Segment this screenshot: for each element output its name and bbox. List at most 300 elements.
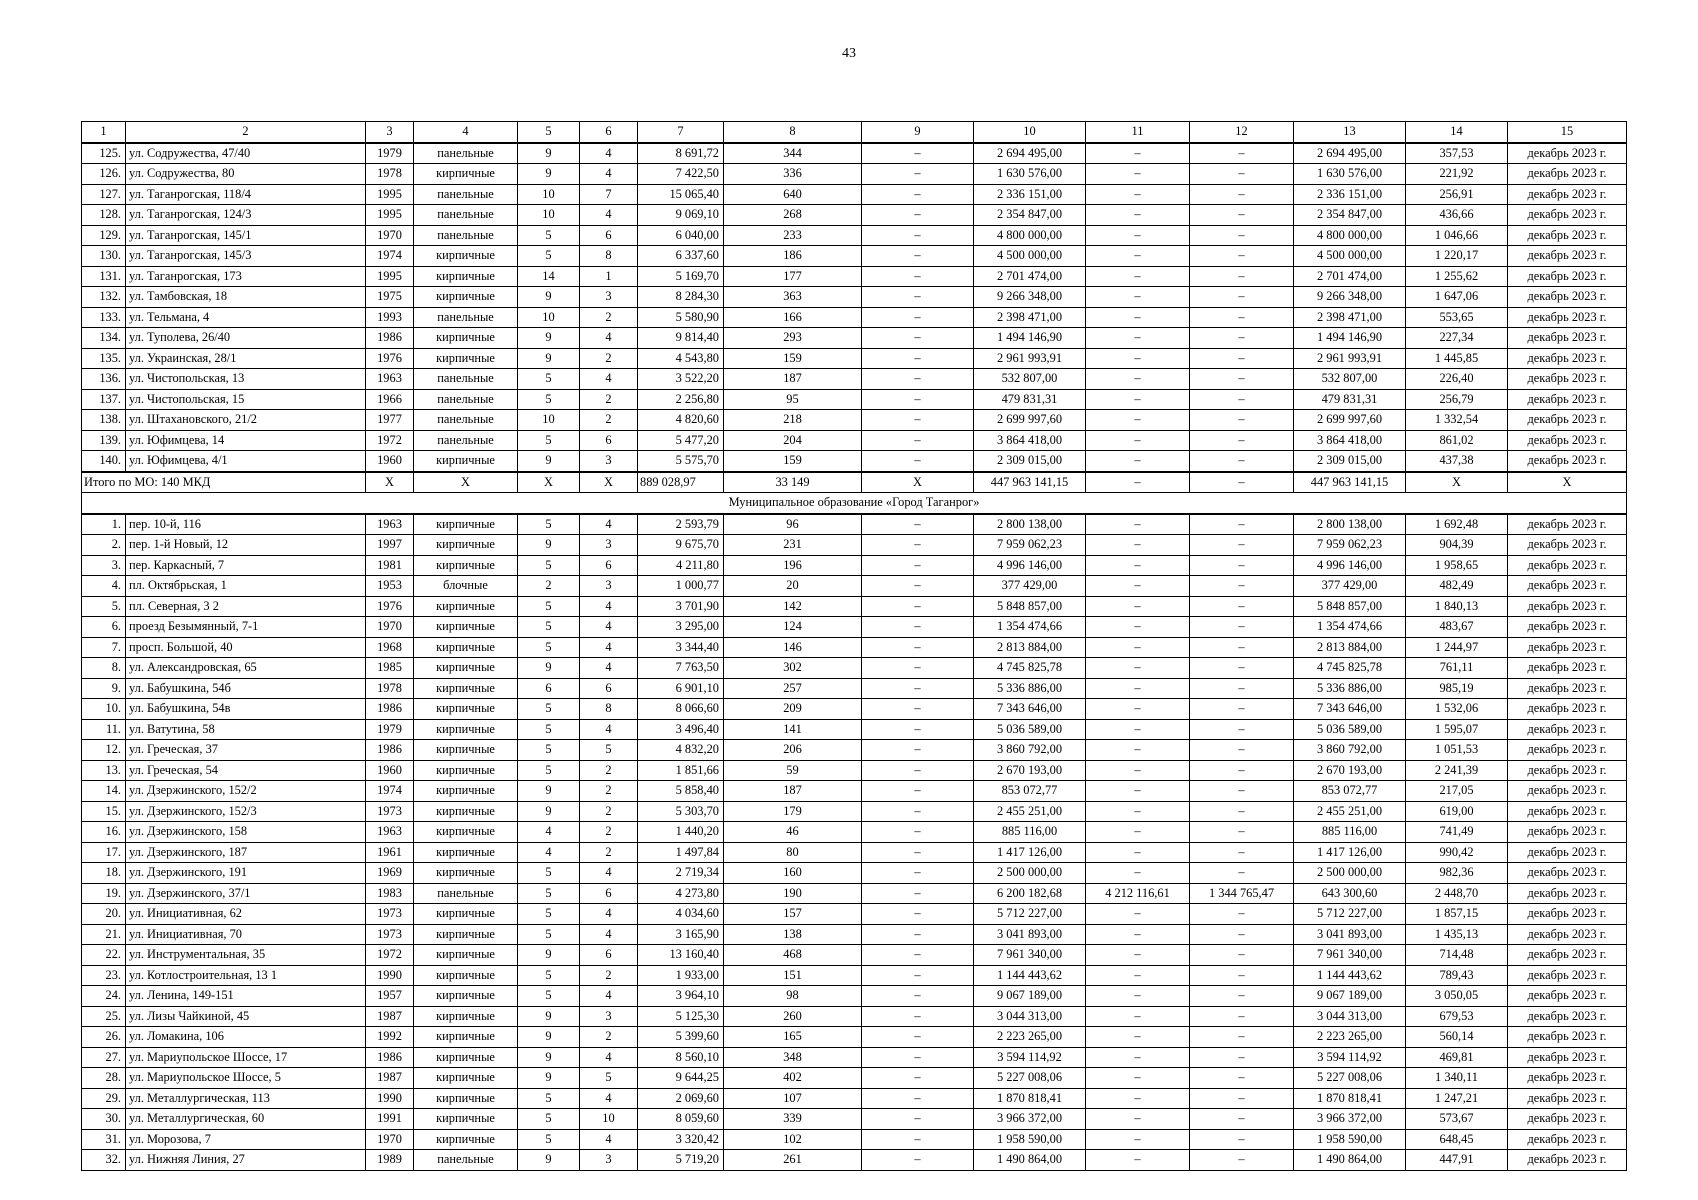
table-cell: – [1086,266,1190,287]
table-cell: 20 [724,576,862,597]
table-cell: 2 256,80 [638,389,724,410]
table-cell: – [862,924,974,945]
table-cell: – [862,842,974,863]
table-cell: 14. [82,781,126,802]
table-cell: 761,11 [1406,658,1508,679]
table-cell: 127. [82,184,126,205]
table-cell: 8 691,72 [638,143,724,164]
table-cell: – [1190,266,1294,287]
table-cell: 648,45 [1406,1129,1508,1150]
table-cell: 479 831,31 [974,389,1086,410]
table-cell: 5 303,70 [638,801,724,822]
table-cell: 5 227 008,06 [1294,1068,1406,1089]
table-cell: 9 [518,1006,580,1027]
table-cell: – [862,637,974,658]
table-cell: 2 354 847,00 [974,205,1086,226]
table-cell: 209 [724,699,862,720]
table-cell: – [1086,535,1190,556]
table-cell: 1 144 443,62 [974,965,1086,986]
table-cell: 4 800 000,00 [1294,225,1406,246]
table-cell: кирпичные [414,617,518,638]
table-cell: 5 848 857,00 [974,596,1086,617]
table-row [82,1109,1627,1130]
table-cell: 13. [82,760,126,781]
total-cell: 447 963 141,15 [1294,472,1406,493]
table-cell: – [1086,699,1190,720]
table-cell: 9 [518,451,580,472]
table-cell: 24. [82,986,126,1007]
table-cell: 5 036 589,00 [1294,719,1406,740]
table-row [82,760,1627,781]
table-cell: 7 959 062,23 [974,535,1086,556]
table-cell: декабрь 2023 г. [1508,348,1627,369]
table-cell: – [1190,143,1294,164]
table-cell: 21. [82,924,126,945]
table-cell: – [862,1088,974,1109]
table-cell: 139. [82,430,126,451]
table-cell: 1 332,54 [1406,410,1508,431]
table-cell: 5 169,70 [638,266,724,287]
table-cell: 9 [518,1068,580,1089]
table-cell: 4 211,80 [638,555,724,576]
table-cell: 3 860 792,00 [974,740,1086,761]
table-cell: 10 [518,184,580,205]
table-cell: – [862,369,974,390]
table-cell: панельные [414,205,518,226]
table-cell: пл. Октябрьская, 1 [126,576,366,597]
table-cell: 1983 [366,883,414,904]
table-cell: панельные [414,184,518,205]
table-row [82,328,1627,349]
table-cell: кирпичные [414,699,518,720]
table-cell: – [1086,637,1190,658]
table-cell: – [862,246,974,267]
table-cell: 573,67 [1406,1109,1508,1130]
table-cell: – [1190,555,1294,576]
table-row [82,842,1627,863]
table-cell: – [862,945,974,966]
table-cell: 4 212 116,61 [1086,883,1190,904]
table-cell: кирпичные [414,863,518,884]
table-cell: – [1086,389,1190,410]
table-cell: 4 [580,863,638,884]
table-cell: декабрь 2023 г. [1508,266,1627,287]
table-cell: ул. Тельмана, 4 [126,307,366,328]
table-cell: 4 832,20 [638,740,724,761]
table-row [82,451,1627,472]
table-cell: 302 [724,658,862,679]
table-cell: 1. [82,514,126,535]
table-cell: кирпичные [414,719,518,740]
table-cell: кирпичные [414,904,518,925]
table-cell: декабрь 2023 г. [1508,1068,1627,1089]
table-row [82,1088,1627,1109]
table-cell: 5 858,40 [638,781,724,802]
table-cell: – [1086,225,1190,246]
table-cell: кирпичные [414,451,518,472]
table-cell: 9 675,70 [638,535,724,556]
table-cell: – [1190,699,1294,720]
table-cell: 138. [82,410,126,431]
table-cell: 256,79 [1406,389,1508,410]
table-row [82,555,1627,576]
table-cell: 16. [82,822,126,843]
table-cell: – [1086,596,1190,617]
table-cell: кирпичные [414,842,518,863]
table-cell: – [862,740,974,761]
table-cell: – [1190,1109,1294,1130]
table-cell: 10 [518,410,580,431]
table-cell: 4 [580,369,638,390]
table-cell: – [1190,822,1294,843]
table-cell: ул. Чистопольская, 13 [126,369,366,390]
table-cell: кирпичные [414,781,518,802]
table-cell: – [1190,637,1294,658]
table-cell: – [862,143,974,164]
table-cell: ул. Морозова, 7 [126,1129,366,1150]
table-cell: декабрь 2023 г. [1508,924,1627,945]
table-cell: ул. Мариупольское Шоссе, 17 [126,1047,366,1068]
table-cell: 1 445,85 [1406,348,1508,369]
table-cell: 3 966 372,00 [974,1109,1086,1130]
table-cell: 7 422,50 [638,164,724,185]
table-cell: – [1190,205,1294,226]
table-cell: 4 820,60 [638,410,724,431]
table-cell: – [1190,904,1294,925]
table-cell: – [1190,1088,1294,1109]
table-cell: 5 336 886,00 [1294,678,1406,699]
table-cell: 1 144 443,62 [1294,965,1406,986]
table-cell: 80 [724,842,862,863]
table-cell: 2 455 251,00 [1294,801,1406,822]
table-cell: 2 [580,389,638,410]
table-cell: 9 [518,328,580,349]
table-cell: 5 [580,740,638,761]
table-row [82,863,1627,884]
table-cell: 1 046,66 [1406,225,1508,246]
table-row [82,205,1627,226]
table-cell: – [1190,225,1294,246]
table-cell: 8 284,30 [638,287,724,308]
table-cell: кирпичные [414,1068,518,1089]
table-cell: – [862,184,974,205]
table-cell: 3 320,42 [638,1129,724,1150]
table-cell: кирпичные [414,514,518,535]
total-cell: 889 028,97 [638,472,724,493]
table-cell: 4 [580,514,638,535]
table-cell: 26. [82,1027,126,1048]
table-cell: 1 630 576,00 [974,164,1086,185]
table-cell: 4 [580,658,638,679]
table-cell: 142 [724,596,862,617]
column-number: 13 [1294,122,1406,143]
table-cell: – [1190,164,1294,185]
table-cell: 1972 [366,430,414,451]
table-cell: 1997 [366,535,414,556]
table-cell: ул. Таганрогская, 173 [126,266,366,287]
table-cell: 5 336 886,00 [974,678,1086,699]
table-cell: ул. Ватутина, 58 [126,719,366,740]
table-cell: кирпичные [414,801,518,822]
table-cell: 28. [82,1068,126,1089]
table-cell: 2 701 474,00 [1294,266,1406,287]
table-cell: 9 266 348,00 [1294,287,1406,308]
table-cell: декабрь 2023 г. [1508,986,1627,1007]
table-cell: 7 961 340,00 [974,945,1086,966]
table-cell: 5 [518,617,580,638]
table-cell: 19. [82,883,126,904]
table-cell: ул. Ломакина, 106 [126,1027,366,1048]
table-cell: 2 398 471,00 [974,307,1086,328]
table-cell: 1 630 576,00 [1294,164,1406,185]
table-cell: – [862,164,974,185]
table-cell: 2 309 015,00 [974,451,1086,472]
table-cell: декабрь 2023 г. [1508,576,1627,597]
table-cell: 133. [82,307,126,328]
table-cell: 5 580,90 [638,307,724,328]
table-cell: 8 059,60 [638,1109,724,1130]
table-cell: 2 813 884,00 [974,637,1086,658]
table-cell: кирпичные [414,1129,518,1150]
table-cell: декабрь 2023 г. [1508,1006,1627,1027]
table-cell: – [862,287,974,308]
table-cell: 1 354 474,66 [974,617,1086,638]
table-cell: – [862,389,974,410]
table-cell: 1976 [366,348,414,369]
table-cell: – [1086,143,1190,164]
table-cell: – [1086,246,1190,267]
table-cell: 8. [82,658,126,679]
table-cell: 134. [82,328,126,349]
table-cell: – [1086,842,1190,863]
table-cell: 1995 [366,266,414,287]
table-cell: 4 500 000,00 [1294,246,1406,267]
table-cell: 2 670 193,00 [1294,760,1406,781]
table-cell: ул. Тамбовская, 18 [126,287,366,308]
table-row [82,1047,1627,1068]
table-cell: панельные [414,883,518,904]
table-cell: 6. [82,617,126,638]
table-cell: пер. Каркасный, 7 [126,555,366,576]
total-cell: – [1190,472,1294,493]
table-cell: – [1086,678,1190,699]
table-cell: 1966 [366,389,414,410]
table-cell: кирпичные [414,287,518,308]
column-number: 12 [1190,122,1294,143]
table-cell: кирпичные [414,760,518,781]
table-cell: 13 160,40 [638,945,724,966]
table-cell: 741,49 [1406,822,1508,843]
table-cell: 4 [580,1047,638,1068]
table-cell: 2 813 884,00 [1294,637,1406,658]
table-cell: 4 034,60 [638,904,724,925]
table-cell: 1970 [366,225,414,246]
table-cell: 1960 [366,451,414,472]
table-cell: 532 807,00 [1294,369,1406,390]
table-cell: 1995 [366,205,414,226]
table-cell: – [862,205,974,226]
table-cell: 479 831,31 [1294,389,1406,410]
table-cell: 9 [518,348,580,369]
table-row [82,678,1627,699]
table-cell: декабрь 2023 г. [1508,965,1627,986]
table-cell: 98 [724,986,862,1007]
table-cell: 5 125,30 [638,1006,724,1027]
table-cell: ул. Штахановского, 21/2 [126,410,366,431]
table-cell: 1973 [366,801,414,822]
table-cell: – [1086,164,1190,185]
table-cell: 1 692,48 [1406,514,1508,535]
table-cell: декабрь 2023 г. [1508,822,1627,843]
table-cell: 4 [518,822,580,843]
table-cell: – [1086,801,1190,822]
table-cell: 1 [580,266,638,287]
table-cell: 125. [82,143,126,164]
table-cell: декабрь 2023 г. [1508,514,1627,535]
table-cell: декабрь 2023 г. [1508,410,1627,431]
table-cell: – [1190,1006,1294,1027]
table-cell: декабрь 2023 г. [1508,225,1627,246]
table-cell: – [1086,307,1190,328]
table-cell: 1 851,66 [638,760,724,781]
table-cell: 4 273,80 [638,883,724,904]
table-cell: 339 [724,1109,862,1130]
table-cell: 990,42 [1406,842,1508,863]
table-cell: 402 [724,1068,862,1089]
table-cell: 4 [518,842,580,863]
table-cell: ул. Бабушкина, 54б [126,678,366,699]
table-cell: 132. [82,287,126,308]
table-cell: 9 [518,143,580,164]
table-cell: – [1086,287,1190,308]
table-cell: – [1190,986,1294,1007]
table-cell: 9 [518,801,580,822]
table-row [82,904,1627,925]
table-cell: декабрь 2023 г. [1508,740,1627,761]
table-cell: 1 490 864,00 [974,1150,1086,1171]
table-cell: 2 [580,1027,638,1048]
table-cell: 226,40 [1406,369,1508,390]
total-cell: X [414,472,518,493]
table-cell: 5 575,70 [638,451,724,472]
column-number: 2 [126,122,366,143]
table-cell: 3 864 418,00 [1294,430,1406,451]
table-cell: 1963 [366,822,414,843]
table-cell: 357,53 [1406,143,1508,164]
table-cell: 2 500 000,00 [1294,863,1406,884]
table-cell: ул. Содружества, 80 [126,164,366,185]
table-cell: ул. Александровская, 65 [126,658,366,679]
table-cell: 6 [518,678,580,699]
column-number: 9 [862,122,974,143]
table-cell: 1 494 146,90 [974,328,1086,349]
total-cell: X [862,472,974,493]
table-cell: – [1086,1150,1190,1171]
table-cell: просп. Большой, 40 [126,637,366,658]
table-cell: 2 223 265,00 [1294,1027,1406,1048]
table-cell: 233 [724,225,862,246]
table-cell: 5 [518,863,580,884]
table-cell: ул. Дзержинского, 152/3 [126,801,366,822]
table-cell: – [862,699,974,720]
table-cell: 1 840,13 [1406,596,1508,617]
table-cell: 9 266 348,00 [974,287,1086,308]
table-cell: – [862,1047,974,1068]
table-cell: 1970 [366,1129,414,1150]
table-cell: 1972 [366,945,414,966]
table-cell: 3 041 893,00 [974,924,1086,945]
table-cell: 482,49 [1406,576,1508,597]
table-cell: 3 701,90 [638,596,724,617]
table-cell: 6 [580,555,638,576]
table-cell: 2 500 000,00 [974,863,1086,884]
table-cell: 102 [724,1129,862,1150]
table-cell: декабрь 2023 г. [1508,1109,1627,1130]
table-cell: 7 961 340,00 [1294,945,1406,966]
table-row [82,801,1627,822]
table-cell: 9 067 189,00 [1294,986,1406,1007]
table-cell: ул. Бабушкина, 54в [126,699,366,720]
table-cell: 4 [580,143,638,164]
table-cell: 1986 [366,699,414,720]
table-cell: 268 [724,205,862,226]
table-cell: декабрь 2023 г. [1508,164,1627,185]
table-cell: 436,66 [1406,205,1508,226]
table-cell: 4 800 000,00 [974,225,1086,246]
table-cell: декабрь 2023 г. [1508,637,1627,658]
table-cell: 5 477,20 [638,430,724,451]
table-cell: 344 [724,143,862,164]
table-cell: 2 455 251,00 [974,801,1086,822]
table-cell: – [862,678,974,699]
table-cell: 23. [82,965,126,986]
table-cell: 2 [580,410,638,431]
table-cell: 2 [580,760,638,781]
table-cell: декабрь 2023 г. [1508,1150,1627,1171]
table-cell: декабрь 2023 г. [1508,781,1627,802]
table-cell: 5 399,60 [638,1027,724,1048]
table-cell: ул. Лизы Чайкиной, 45 [126,1006,366,1027]
table-row [82,637,1627,658]
table-cell: 2 448,70 [1406,883,1508,904]
table-cell: 3 594 114,92 [974,1047,1086,1068]
table-cell: – [1086,555,1190,576]
table-cell: 1 000,77 [638,576,724,597]
table-cell: – [1190,719,1294,740]
table-cell: 9 814,40 [638,328,724,349]
table-cell: 7 763,50 [638,658,724,679]
table-cell: 4 543,80 [638,348,724,369]
table-cell: декабрь 2023 г. [1508,658,1627,679]
table-cell: панельные [414,369,518,390]
table-cell: 1981 [366,555,414,576]
table-row [82,740,1627,761]
table-cell: ул. Чистопольская, 15 [126,389,366,410]
table-cell: – [862,1068,974,1089]
table-cell: – [1086,184,1190,205]
table-cell: 27. [82,1047,126,1068]
table-cell: 20. [82,904,126,925]
table-cell: декабрь 2023 г. [1508,430,1627,451]
table-cell: 4 [580,719,638,740]
table-cell: 1991 [366,1109,414,1130]
table-cell: 8 [580,699,638,720]
table-cell: 25. [82,1006,126,1027]
table-cell: 159 [724,451,862,472]
table-cell: 2 [580,822,638,843]
table-cell: 4 500 000,00 [974,246,1086,267]
table-cell: 5 [518,596,580,617]
